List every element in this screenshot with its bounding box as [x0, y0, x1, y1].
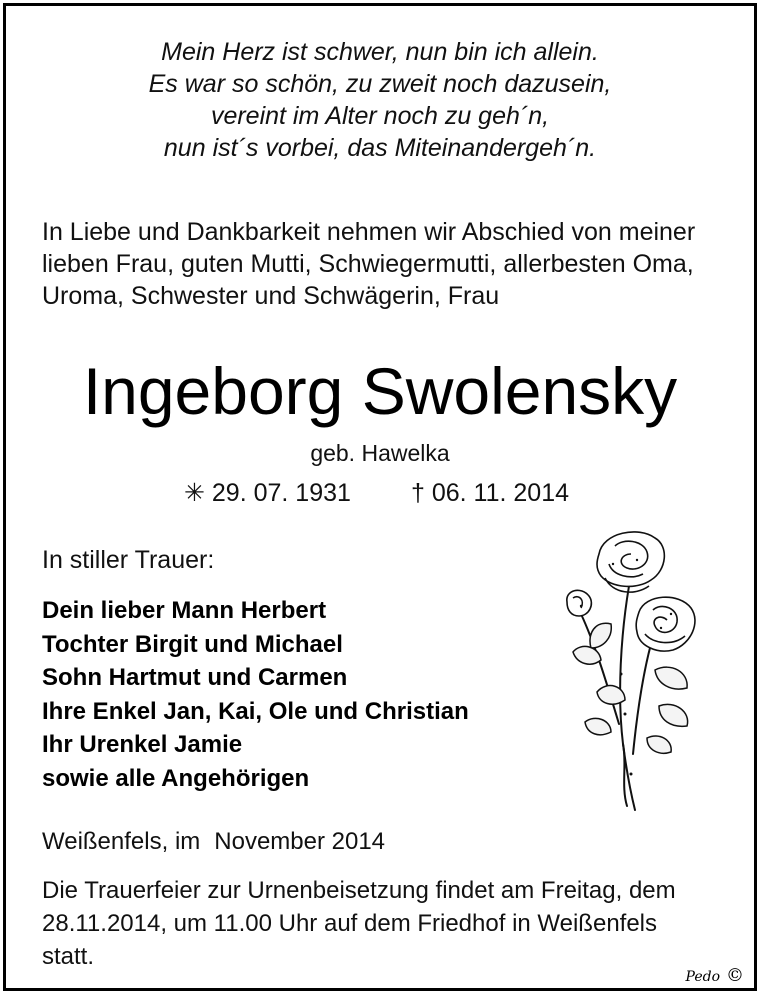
mourner-item: Sohn Hartmut und Carmen [42, 664, 348, 691]
mourner-item: sowie alle Angehörigen [42, 764, 310, 792]
mourners-list [42, 594, 469, 795]
intro-line: Uroma, Schwester und Schwägerin, Frau [42, 282, 500, 310]
intro-text [42, 216, 742, 312]
signature [686, 965, 744, 986]
poem-line: nun ist´s vorbei, das Miteinandergeh´n. [163, 134, 597, 162]
mourner-item: Ihr Urenkel Jamie [42, 731, 243, 758]
mourner-item: Dein lieber Mann Herbert [42, 597, 327, 624]
mourner-item: Ihre Enkel Jan, Kai, Ole und Christian [42, 697, 469, 725]
ceremony-line: Die Trauerfeier zur Urnenbeisetzung findet am Freitag, dem [42, 877, 676, 904]
death-date: † 06. 11. 2014 [411, 479, 570, 507]
ceremony-line: statt. [42, 943, 95, 970]
place-month: November 2014 [214, 828, 386, 855]
poem-line: Mein Herz ist schwer, nun bin ich allein. [161, 38, 599, 66]
signature-name: Pedo [685, 969, 720, 985]
ceremony-info [42, 874, 742, 973]
obituary-notice [3, 3, 757, 991]
place-city: Weißenfels, im [42, 828, 201, 855]
intro-line: lieben Frau, guten Mutti, Schwiegermutti, allerbesten Oma, [42, 250, 694, 278]
mourners-label: In stiller Trauer: [42, 546, 215, 574]
poem-line: Es war so schön, zu zweit noch dazusein, [148, 70, 612, 98]
place-date [42, 826, 385, 858]
poem [6, 36, 754, 164]
maiden-name: geb. Hawelka [310, 440, 450, 466]
mourner-item: Tochter Birgit und Michael [42, 630, 343, 658]
birth-date: ✳ 29. 07. 1931 [184, 479, 351, 507]
rose-illustration-icon [551, 524, 711, 814]
deceased-name: Ingeborg Swolensky [82, 354, 678, 428]
intro-line: In Liebe und Dankbarkeit nehmen wir Abschied von meiner [42, 218, 696, 246]
poem-line: vereint im Alter noch zu geh´n, [210, 102, 550, 130]
ceremony-line: 28.11.2014, um 11.00 Uhr auf dem Friedhof in Weißenfels [42, 910, 658, 937]
copyright-symbol: © [726, 965, 744, 986]
